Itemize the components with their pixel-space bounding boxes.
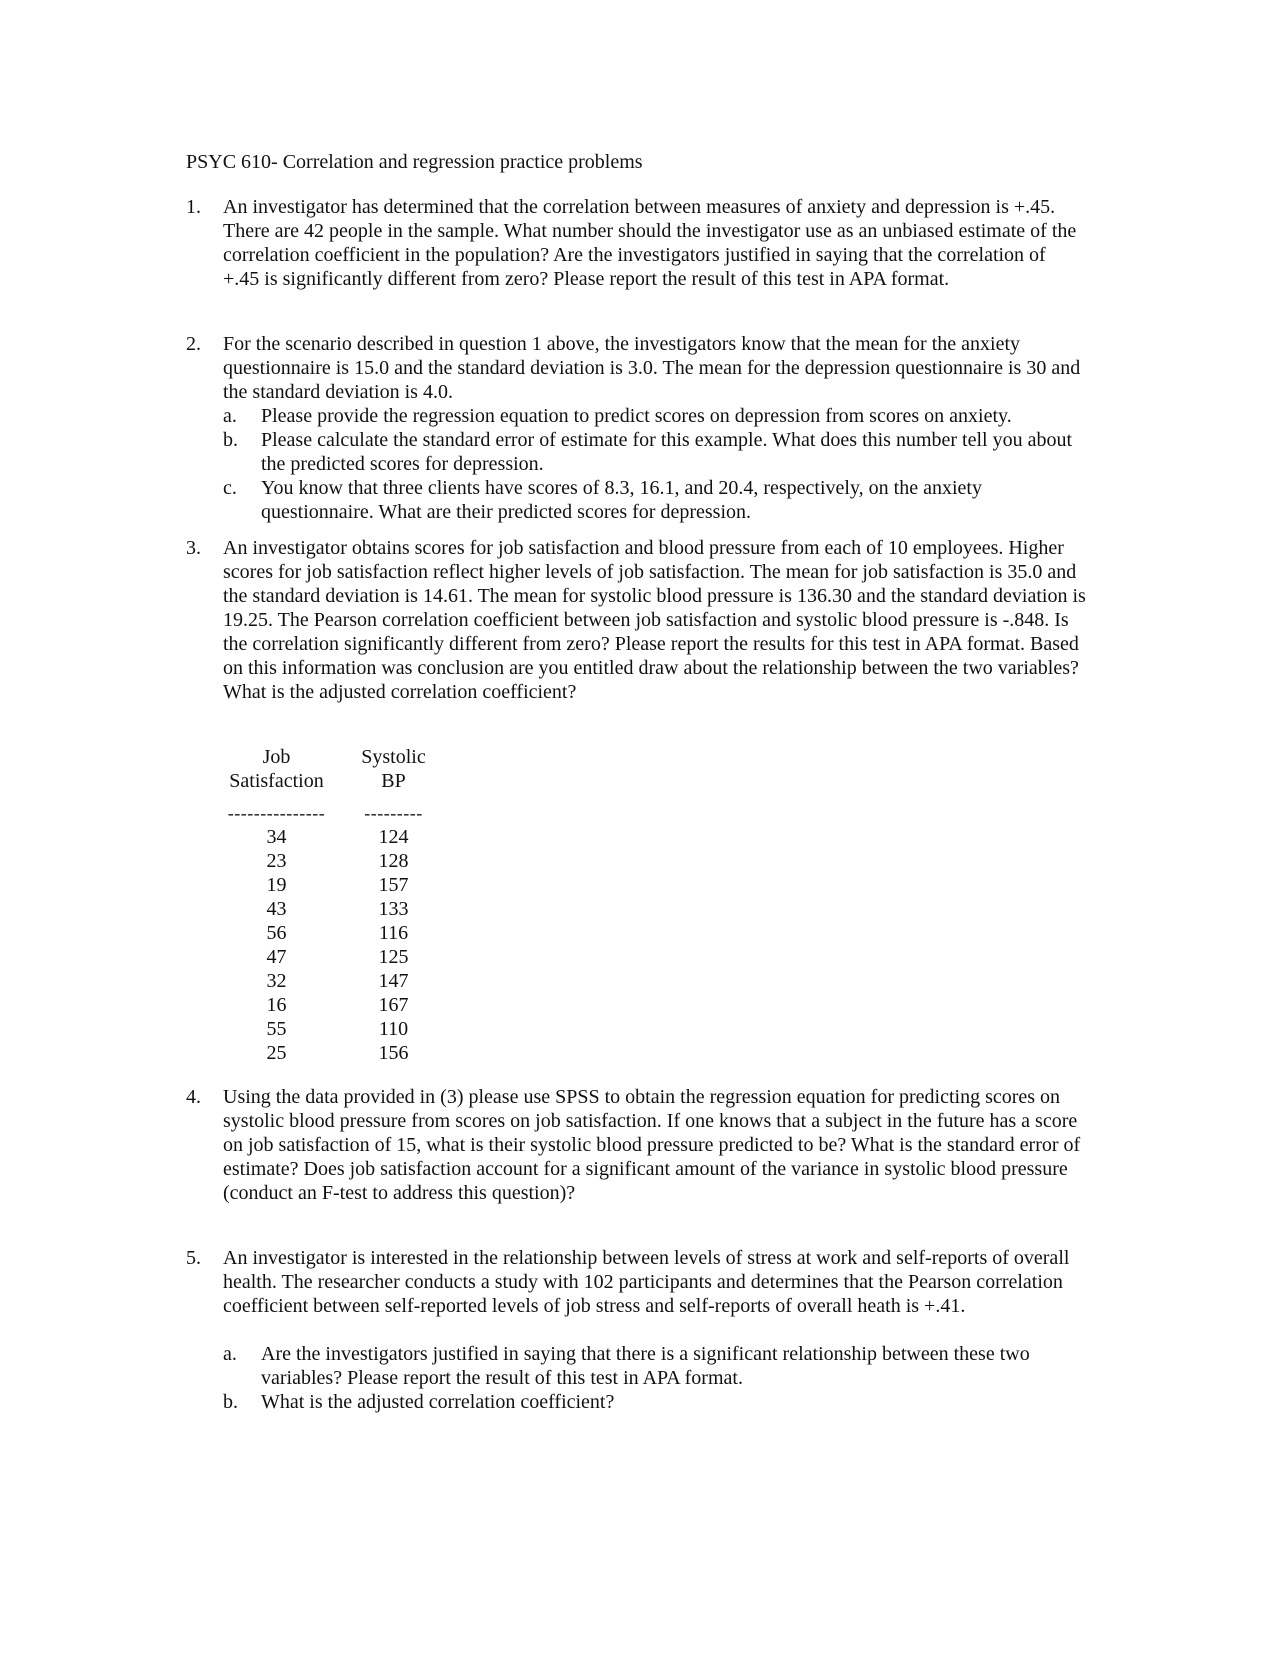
column-header: Satisfaction	[229, 770, 324, 792]
question-text: An investigator is interested in the relationship between levels of stress at work and self-reports of overall health. The researcher conducts a study with 102 participants and determines that the Pearson correlation coefficient between self-reported levels of job stress and self-reports of overall heath is +.41.	[223, 1247, 1070, 1317]
sub-question-text: Are the investigators justified in saying that there is a significant relationship between these two variables? Please report the result of this test in APA format.	[261, 1343, 1030, 1389]
table-cell: 19	[266, 874, 287, 896]
table-cell: 56	[266, 922, 287, 944]
question-number: 1.	[186, 196, 201, 218]
table-cell: 43	[266, 898, 287, 920]
table-cell: 16	[266, 994, 287, 1016]
table-cell: 55	[266, 1018, 287, 1040]
sub-question-letter: b.	[223, 429, 238, 451]
table-cell: 116	[378, 922, 409, 944]
table-cell: 47	[266, 946, 287, 968]
question-number: 5.	[186, 1247, 201, 1269]
page-title: PSYC 610- Correlation and regression practice problems	[186, 151, 643, 173]
sub-question-b	[223, 428, 1086, 476]
sub-question-text: You know that three clients have scores of 8.3, 16.1, and 20.4, respectively, on the anxiety questionnaire. What are their predicted scores for depression.	[261, 477, 982, 523]
table-cell: 128	[378, 850, 409, 872]
table-cell: 157	[378, 874, 409, 896]
question-5	[186, 1246, 1086, 1414]
column-header: Systolic	[361, 746, 426, 768]
table-cell: 32	[266, 970, 287, 992]
question-number: 3.	[186, 537, 201, 559]
sub-question-letter: a.	[223, 1343, 237, 1365]
question-number: 2.	[186, 333, 201, 355]
question-text: An investigator obtains scores for job satisfaction and blood pressure from each of 10 employees. Higher scores for job satisfaction reflect higher levels of job satisfaction. The mean for job satisfaction is 35.0 and the standard deviation is 14.61. The mean for systolic blood pressure is 136.30 and the standard deviation is 19.25. The Pearson correlation coefficient between job satisfaction and systolic blood pressure is -.848. Is the correlation significantly different from zero? Please report the results for this test in APA format. Based on this information was conclusion are you entitled draw about the relationship between the two variables? What is the adjusted correlation coefficient?	[223, 537, 1086, 703]
column-divider: ---------------	[227, 803, 326, 823]
table-cell: 147	[378, 970, 409, 992]
question-text: For the scenario described in question 1 above, the investigators know that the mean for the anxiety questionnaire is 15.0 and the standard deviation is 3.0. The mean for the depression questionnaire is 30 and the standard deviation is 4.0.	[223, 333, 1081, 403]
sub-question-letter: a.	[223, 405, 237, 427]
table-cell: 156	[378, 1042, 409, 1064]
table-cell: 25	[266, 1042, 287, 1064]
question-3	[186, 536, 1086, 704]
sub-question-c	[223, 476, 1086, 524]
sub-question-a	[223, 404, 1086, 428]
sub-question-text: Please calculate the standard error of estimate for this example. What does this number tell you about the predicted scores for depression.	[261, 429, 1073, 475]
table-cell: 133	[378, 898, 409, 920]
question-2	[186, 332, 1086, 524]
sub-question-b	[223, 1390, 1086, 1414]
table-cell: 124	[378, 826, 409, 848]
question-1	[186, 195, 1086, 291]
table-cell: 125	[378, 946, 409, 968]
table-cell: 167	[378, 994, 409, 1016]
sub-question-letter: c.	[223, 477, 237, 499]
spacer	[223, 1318, 1086, 1342]
table-cell: 23	[266, 850, 287, 872]
question-4	[186, 1085, 1086, 1205]
sub-question-text: What is the adjusted correlation coefficient?	[261, 1391, 615, 1413]
table-cell: 110	[378, 1018, 409, 1040]
sub-question-letter: b.	[223, 1391, 238, 1413]
job-satisfaction-column	[224, 745, 329, 1065]
column-header: Job	[262, 746, 291, 768]
sub-question-text: Please provide the regression equation to predict scores on depression from scores on anxiety.	[261, 405, 1012, 427]
table-cell: 34	[266, 826, 287, 848]
question-text: Using the data provided in (3) please use SPSS to obtain the regression equation for predicting scores on systolic blood pressure from scores on job satisfaction. If one knows that a subject in the future has a score on job satisfaction of 15, what is their systolic blood pressure predicted to be? What is the standard error of estimate? Does job satisfaction account for a significant amount of the variance in systolic blood pressure (conduct an F-test to address this question)?	[223, 1086, 1081, 1204]
question-number: 4.	[186, 1086, 201, 1108]
sub-question-a	[223, 1342, 1086, 1390]
systolic-bp-column	[356, 745, 431, 1065]
question-text: An investigator has determined that the correlation between measures of anxiety and depression is +.45. There are 42 people in the sample. What number should the investigator use as an unbiased estimate of the correlation coefficient in the population? Are the investigators justified in saying that the correlation of +.45 is significantly different from zero? Please report the result of this test in APA format.	[223, 196, 1077, 290]
column-header: BP	[381, 770, 406, 792]
column-divider: ---------	[364, 803, 423, 823]
